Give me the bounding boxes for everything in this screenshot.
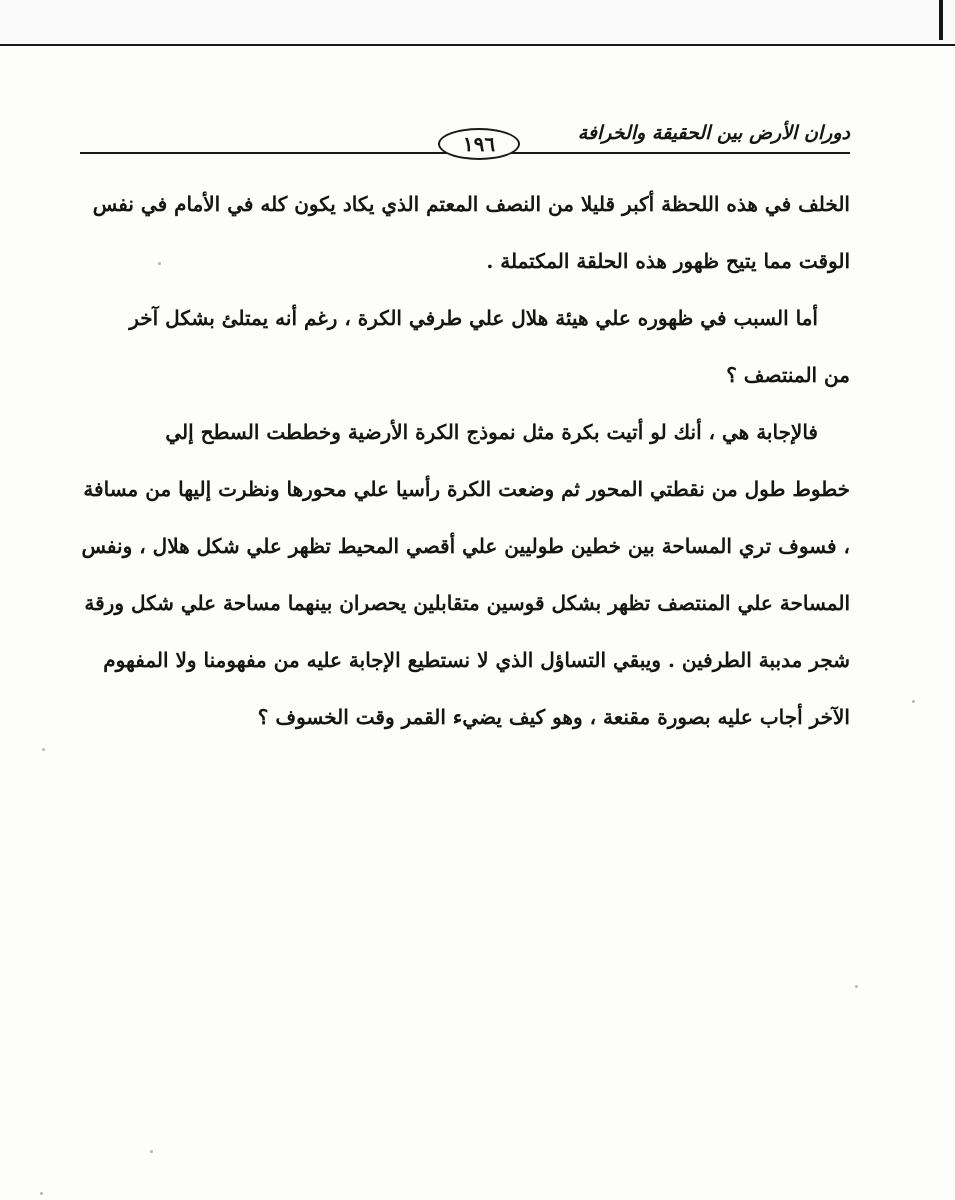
text-line: من المنتصف ؟	[726, 363, 850, 387]
text-line: ، فسوف تري المساحة بين خطين طوليين علي أقصي المحيط تظهر علي شكل هلال ، ونفس	[81, 534, 850, 558]
scan-speck	[150, 1150, 153, 1153]
text-line: فالإجابة هي ، أنك لو أتيت بكرة مثل نموذج الكرة الأرضية وخططت السطح إلي	[165, 420, 818, 444]
text-line: المساحة علي المنتصف تظهر بشكل قوسين متقابلين يحصران بينهما مساحة علي شكل ورقة	[84, 591, 850, 615]
text-line: الوقت مما يتيح ظهور هذه الحلقة المكتملة .	[486, 249, 850, 273]
scan-speck	[40, 1192, 43, 1195]
text-line: أما السبب في ظهوره علي هيئة هلال علي طرفي الكرة ، رغم أنه يمتلئ بشكل آخر	[129, 306, 818, 330]
text-line: الآخر أجاب عليه بصورة مقنعة ، وهو كيف يضيء القمر وقت الخسوف ؟	[257, 705, 850, 729]
text-line: الخلف في هذه اللحظة أكبر قليلا من النصف المعتم الذي يكاد يكون كله في الأمام في نفس	[92, 192, 850, 216]
scan-speck	[855, 985, 858, 988]
body-text	[80, 176, 850, 746]
previous-page-strip	[0, 0, 955, 46]
text-line: شجر مدببة الطرفين . ويبقي التساؤل الذي لا نستطيع الإجابة عليه من مفهومنا ولا المفهوم	[103, 648, 850, 672]
page-header	[80, 108, 850, 160]
scan-speck	[912, 700, 915, 703]
scan-speck	[42, 748, 45, 751]
text-line: خطوط طول من نقطتي المحور ثم وضعت الكرة رأسيا علي محورها ونظرت إليها من مسافة	[83, 477, 850, 501]
page-number: ١٩٦	[438, 128, 520, 160]
page-edge-mark	[939, 0, 943, 40]
scan-speck	[158, 262, 161, 265]
running-title: دوران الأرض بين الحقيقة والخرافة	[577, 122, 850, 144]
